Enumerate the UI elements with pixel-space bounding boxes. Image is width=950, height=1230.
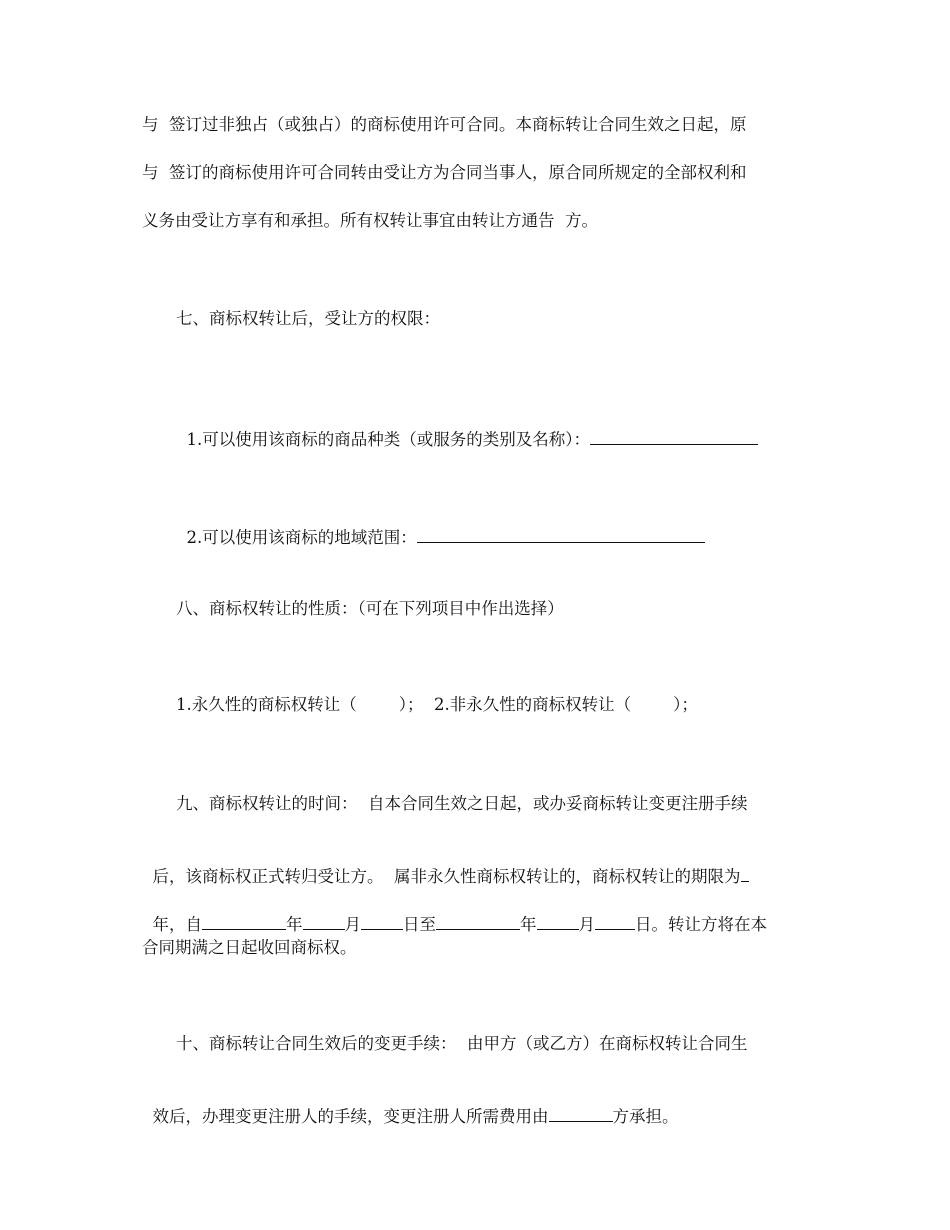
para6-line-3: 义务由受让方享有和承担。所有权转让事宜由转让方通告 方。 <box>142 211 598 230</box>
section10-line-2 <box>142 1081 679 1128</box>
section7-heading: 七、商标权转让后，受让方的权限： <box>176 309 440 328</box>
text-month: 月 <box>344 915 361 934</box>
end-month-blank[interactable] <box>537 911 579 930</box>
end-day-blank[interactable] <box>595 911 635 930</box>
section9-line-3 <box>142 889 767 936</box>
goods-category-blank[interactable] <box>590 426 758 445</box>
start-year-blank[interactable] <box>202 911 286 930</box>
section9-line-1: 九、商标权转让的时间： 自本合同生效之日起，或办妥商标转让变更注册手续 <box>176 794 748 813</box>
text-month-2: 月 <box>578 915 595 934</box>
section7-item1 <box>176 404 758 451</box>
start-day-blank[interactable] <box>361 911 403 930</box>
section7-item2-label: 2.可以使用该商标的地域范围： <box>186 528 417 547</box>
text-day-to: 日至 <box>403 915 436 934</box>
end-year-blank[interactable] <box>436 911 520 930</box>
fee-party-blank[interactable] <box>549 1103 613 1122</box>
section8-options: 1.永久性的商标权转让（ ）； 2.非永久性的商标权转让（ ）； <box>176 695 698 714</box>
section10-line-2-end: 方承担。 <box>612 1107 679 1126</box>
section8-heading: 八、商标权转让的性质：（可在下列项目中作出选择） <box>176 599 564 618</box>
section7-item2 <box>176 502 705 549</box>
section9-line-4: 合同期满之日起收回商标权。 <box>142 938 357 957</box>
start-month-blank[interactable] <box>303 911 345 930</box>
section10-line-2-text: 效后，办理变更注册人的手续，变更注册人所需费用由 <box>152 1107 549 1126</box>
para6-line-2: 与 签订的商标使用许可合同转由受让方为合同当事人，原合同所规定的全部权利和 <box>142 163 747 182</box>
text-year-2: 年 <box>520 915 537 934</box>
section10-line-1: 十、商标转让合同生效后的变更手续： 由甲方（或乙方）在商标权转让合同生 <box>176 1034 748 1053</box>
term-years-blank[interactable] <box>741 863 749 882</box>
para6-line-1: 与 签订过非独占（或独占）的商标使用许可合同。本商标转让合同生效之日起，原 <box>142 115 747 134</box>
section9-line-2 <box>142 841 749 888</box>
text-year: 年 <box>286 915 303 934</box>
region-blank[interactable] <box>417 524 705 543</box>
section9-line-2-text: 后，该商标权正式转归受让方。 属非永久性商标权转让的，商标权转让的期限为 <box>152 867 741 886</box>
section7-item1-label: 1.可以使用该商标的商品种类（或服务的类别及名称）： <box>186 430 590 449</box>
text-year-from: 年，自 <box>152 915 202 934</box>
text-day-end: 日。转让方将在本 <box>635 915 767 934</box>
